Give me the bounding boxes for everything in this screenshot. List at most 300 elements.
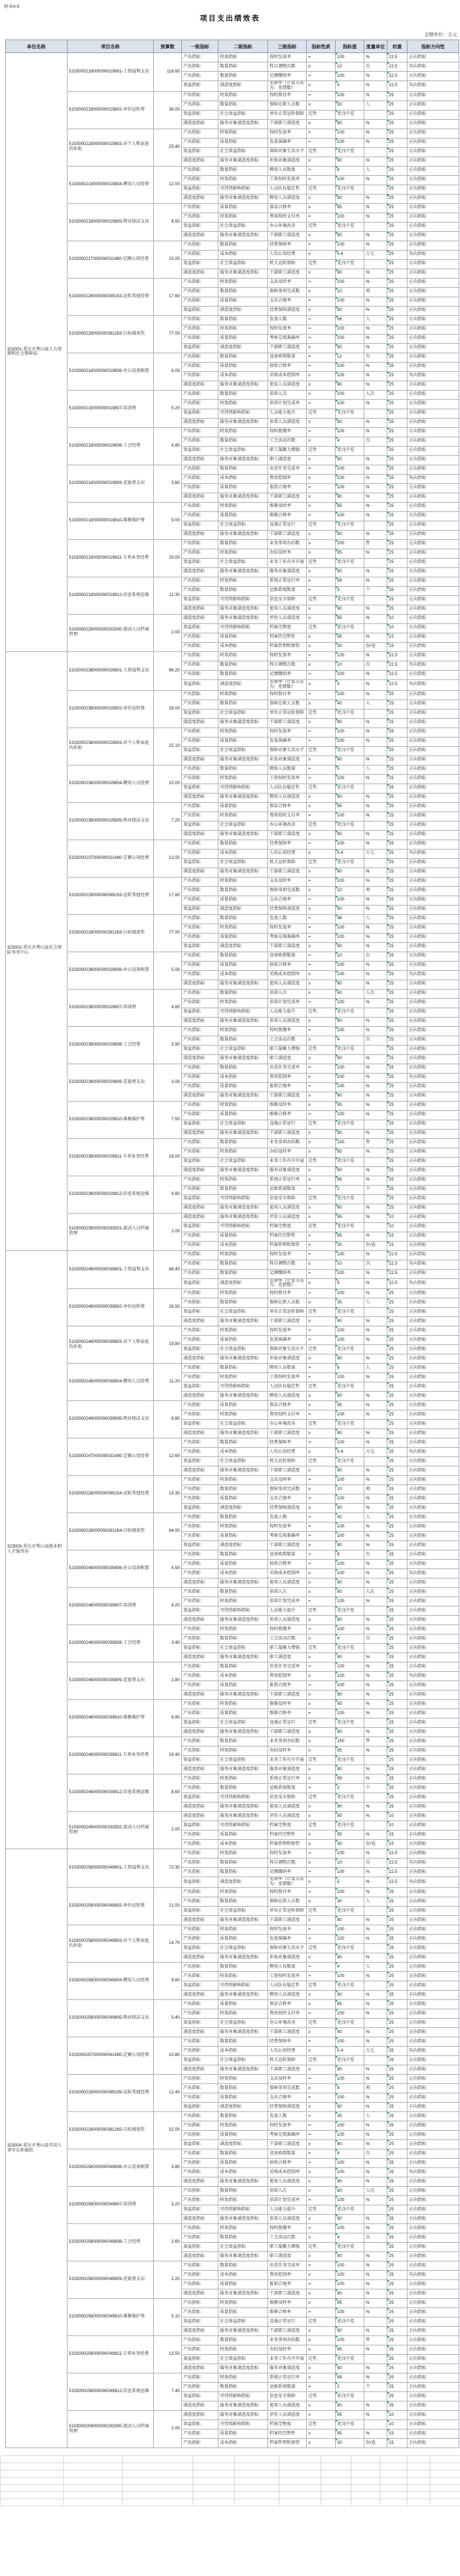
l2-indicator-cell: 质量指标 xyxy=(218,1935,268,1944)
unit-of-measure-cell: % xyxy=(364,755,387,765)
l1-indicator-cell: 满意度指标 xyxy=(182,493,218,502)
unit-of-measure-cell xyxy=(364,521,387,530)
indicator-nature-cell: ≥ xyxy=(307,1916,336,1925)
l2-indicator-cell: 服务对象满意度指标 xyxy=(218,530,268,539)
l2-indicator-cell: 服务对象满意度指标 xyxy=(218,119,268,129)
unit-of-measure-cell: % xyxy=(364,877,387,886)
l2-indicator-cell: 服务对象满意度指标 xyxy=(218,2401,268,2411)
indicator-nature-cell: ≥ xyxy=(307,1831,336,1840)
l3-indicator-cell: 出差任务完成率 xyxy=(268,465,307,474)
l3-indicator-cell: 人员能力提升 xyxy=(268,409,307,418)
weight-cell: 25 xyxy=(387,1364,408,1373)
indicator-nature-cell: ≥ xyxy=(307,567,336,577)
l2-indicator-cell: 服务对象满意度指标 xyxy=(218,194,268,203)
l3-indicator-cell: 机关运转保障 xyxy=(268,1457,307,1466)
weight-cell: 10 xyxy=(387,1821,408,1831)
indicator-nature-cell: 定性 xyxy=(307,185,336,194)
project-name-cell: 5103000228000000381263-目标绩效奖 xyxy=(68,914,154,952)
direction-cell: 正向指标 xyxy=(408,961,459,970)
l2-indicator-cell: 满意度指标 xyxy=(218,1278,268,1289)
l1-indicator-cell: 产出指标 xyxy=(182,1326,218,1336)
l3-indicator-cell: 出差任务完成率 xyxy=(268,1064,307,1073)
l3-indicator-cell: 运维系统数量 xyxy=(268,2383,307,2392)
l1-indicator-cell: 产出指标 xyxy=(182,287,218,297)
indicator-value-cell: 优良中差 xyxy=(336,821,364,830)
unit-of-measure-cell xyxy=(364,2019,387,2028)
direction-cell: 正向指标 xyxy=(408,1176,459,1185)
indicator-value-cell: 100 xyxy=(336,670,364,679)
weight-cell: 25 xyxy=(387,2056,408,2065)
weight-cell: 25 xyxy=(387,952,408,961)
l3-indicator-cell: 办公环境改善 xyxy=(268,1420,307,1429)
direction-cell: 正向指标 xyxy=(408,989,459,998)
direction-cell: 正向指标 xyxy=(408,2037,459,2047)
indicator-value-cell: 100 xyxy=(336,2168,364,2177)
direction-cell: 正向指标 xyxy=(408,2196,459,2205)
unit-of-measure-cell: % xyxy=(364,2009,387,2019)
l2-indicator-cell: 服务对象满意度指标 xyxy=(218,2327,268,2336)
l1-indicator-cell: 满意度指标 xyxy=(182,119,218,129)
l3-indicator-cell: 使用人员满意度 xyxy=(268,980,307,989)
unit-of-measure-cell: % xyxy=(364,1017,387,1026)
l3-indicator-cell: 使用人员满意度 xyxy=(268,2401,307,2411)
weight-cell: 25 xyxy=(387,1888,408,1897)
unit-of-measure-cell: 人 xyxy=(364,1897,387,1907)
direction-cell: 正向指标 xyxy=(408,2019,459,2028)
l3-indicator-cell: 培训人次 xyxy=(268,2187,307,2196)
weight-cell: 25 xyxy=(387,1298,408,1308)
l3-indicator-cell: 业务工作有序开展 xyxy=(268,1157,307,1166)
l2-indicator-cell: 时效指标 xyxy=(218,2299,268,2308)
l2-indicator-cell: 质量指标 xyxy=(218,203,268,213)
appendix-label: 附表4-9 xyxy=(4,5,19,9)
l3-indicator-cell: 经费保障率 xyxy=(268,2037,307,2047)
weight-cell: 25 xyxy=(387,980,408,989)
l2-indicator-cell: 质量指标 xyxy=(218,896,268,905)
indicator-row xyxy=(6,989,459,998)
indicator-value-cell: 4 xyxy=(336,1635,364,1644)
direction-cell: 正向指标 xyxy=(408,709,459,718)
weight-cell: 25 xyxy=(387,194,408,203)
l3-indicator-cell: 办公环境改善 xyxy=(268,821,307,830)
indicator-nature-cell: 定性 xyxy=(307,1457,336,1466)
weight-cell: 25 xyxy=(387,409,408,418)
empty-cell xyxy=(431,2485,460,2492)
l3-indicator-cell: 工资按时发放率 xyxy=(268,1972,307,1981)
indicator-nature-cell: = xyxy=(307,166,336,175)
indicator-value-cell: 100 xyxy=(336,2131,364,2140)
l1-indicator-cell: 产出指标 xyxy=(182,1269,218,1278)
l3-indicator-cell: 费用控制率 xyxy=(268,1672,307,1681)
l3-indicator-cell: 支出合规率 xyxy=(268,896,307,905)
l2-indicator-cell: 可持续影响指标 xyxy=(218,409,268,418)
unit-of-measure-cell: 项 xyxy=(364,287,387,297)
l3-indicator-cell: 支出及时率 xyxy=(268,278,307,287)
unit-of-measure-cell: % xyxy=(364,1110,387,1120)
l1-indicator-cell: 产出指标 xyxy=(182,2037,218,2047)
unit-of-measure-cell: % xyxy=(364,1148,387,1157)
indicator-nature-cell: ≥ xyxy=(307,793,336,802)
direction-cell: 负向指标 xyxy=(408,970,459,980)
l2-indicator-cell: 质量指标 xyxy=(218,2000,268,2009)
project-name-cell: 5103000228000000089155-运转其他经费 xyxy=(68,2075,154,2112)
direction-cell: 正向指标 xyxy=(408,1700,459,1709)
l3-indicator-cell: 系统正常运行率 xyxy=(268,1176,307,1185)
l1-indicator-cell: 满意度指标 xyxy=(182,2252,218,2261)
direction-cell: 正向指标 xyxy=(408,1991,459,2000)
indicator-nature-cell: 定性 xyxy=(307,746,336,755)
l3-indicator-cell: 经费保障满意度 xyxy=(268,306,307,315)
l1-indicator-cell: 效益指标 xyxy=(182,821,218,830)
l1-indicator-cell: 效益指标 xyxy=(182,1981,218,1991)
l1-indicator-cell: 满意度指标 xyxy=(182,530,218,539)
indicator-nature-cell: = xyxy=(307,1438,336,1448)
indicator-value-cell: 90 xyxy=(336,1916,364,1925)
indicator-nature-cell: ≥ xyxy=(307,549,336,558)
l1-indicator-cell: 满意度指标 xyxy=(182,1213,218,1222)
empty-cell xyxy=(431,2470,460,2478)
l2-indicator-cell: 数量指标 xyxy=(218,886,268,896)
indicator-nature-cell: = xyxy=(307,2280,336,2289)
indicator-value-cell: 90 xyxy=(336,755,364,765)
indicator-value-cell: 优良中差 xyxy=(336,1457,364,1466)
weight-cell: 25 xyxy=(387,287,408,297)
l2-indicator-cell: 社会效益指标 xyxy=(218,2317,268,2327)
weight-cell: 25 xyxy=(387,755,408,765)
l3-indicator-cell: 系统正常运行率 xyxy=(268,577,307,586)
l2-indicator-cell: 时效指标 xyxy=(218,2075,268,2084)
direction-cell: 正向指标 xyxy=(408,2056,459,2065)
indicator-nature-cell: 定性 xyxy=(307,147,336,157)
direction-cell: 负向指标 xyxy=(408,474,459,483)
direction-cell: 正向指标 xyxy=(408,2280,459,2289)
weight-cell: 25 xyxy=(387,2299,408,2308)
l1-indicator-cell: 效益指标 xyxy=(182,784,218,793)
l3-indicator-cell: 办结及时率 xyxy=(268,549,307,558)
indicator-nature-cell: ≥ xyxy=(307,194,336,203)
indicator-value-cell: 100 xyxy=(336,727,364,737)
weight-cell: 25 xyxy=(387,1185,408,1194)
weight-cell: 25 xyxy=(387,1110,408,1120)
l3-indicator-cell: 保洁合格率 xyxy=(268,1401,307,1410)
budget-cell: 3.90 xyxy=(154,1026,182,1064)
direction-cell: 正向指标 xyxy=(408,774,459,784)
l2-indicator-cell: 数量指标 xyxy=(218,1185,268,1194)
budget-cell: 96.20 xyxy=(154,651,182,690)
indicator-value-cell: 优良中差 xyxy=(336,595,364,605)
unit-of-measure-cell: % xyxy=(364,1269,387,1278)
l2-indicator-cell: 成本指标 xyxy=(218,2439,268,2448)
l2-indicator-cell: 数量指标 xyxy=(218,353,268,362)
indicator-value-cell: 100 xyxy=(336,2093,364,2103)
l1-indicator-cell: 效益指标 xyxy=(182,1821,218,1831)
indicator-value-cell: 优良中差 xyxy=(336,1345,364,1354)
unit-of-measure-cell xyxy=(364,1045,387,1054)
l2-indicator-cell: 可持续影响指标 xyxy=(218,784,268,793)
indicator-nature-cell: = xyxy=(307,2159,336,2168)
indicator-nature-cell: ≥ xyxy=(307,1747,336,1756)
direction-cell: 正向指标 xyxy=(408,1457,459,1466)
l2-indicator-cell: 时效指标 xyxy=(218,1373,268,1382)
unit-of-measure-cell: % xyxy=(364,2140,387,2149)
l2-indicator-cell: 质量指标 xyxy=(218,2131,268,2140)
project-name-cell: 5103000238000000029808-工会经费 xyxy=(68,1026,154,1064)
indicator-nature-cell: ≥ xyxy=(307,868,336,877)
weight-cell: 25 xyxy=(387,1392,408,1401)
indicator-value-cell: 90 xyxy=(336,980,364,989)
direction-cell: 正向指标 xyxy=(408,1494,459,1504)
indicator-value-cell: 100 xyxy=(336,1663,364,1672)
col-header-权重: 权重 xyxy=(387,40,408,53)
weight-cell: 25 xyxy=(387,765,408,774)
unit-of-measure-cell: % xyxy=(364,651,387,661)
unit-of-measure-cell: % xyxy=(364,129,387,138)
l2-indicator-cell: 质量指标 xyxy=(218,2308,268,2317)
direction-cell: 正向指标 xyxy=(408,586,459,595)
unit-of-measure-cell: % xyxy=(364,269,387,278)
budget-cell: 26.50 xyxy=(154,1289,182,1326)
indicator-nature-cell: ≥ xyxy=(307,539,336,549)
l1-indicator-cell: 效益指标 xyxy=(182,1045,218,1054)
indicator-row xyxy=(6,1176,459,1185)
l3-indicator-cell: 出差任务完成率 xyxy=(268,1663,307,1672)
indicator-nature-cell: = xyxy=(307,1625,336,1635)
direction-cell: 正向指标 xyxy=(408,455,459,465)
indicator-value-cell: 优良中差 xyxy=(336,558,364,567)
l2-indicator-cell: 质量指标 xyxy=(218,138,268,147)
l3-indicator-cell: 干部职工满意度 xyxy=(268,343,307,353)
direction-cell: 正向指标 xyxy=(408,793,459,802)
empty-cell xyxy=(123,2492,193,2499)
indicator-nature-cell: = xyxy=(307,1935,336,1944)
indicator-value-cell: 优良中差 xyxy=(336,1944,364,1953)
l3-indicator-cell: 干部职工满意度 xyxy=(268,2140,307,2149)
project-name-cell: 5103000258000000049803-对个人和家庭的补助 xyxy=(68,1925,154,1963)
l3-indicator-cell: 运维系统数量 xyxy=(268,1185,307,1194)
direction-cell: 正向指标 xyxy=(408,231,459,241)
direction-cell: 正向指标 xyxy=(408,1194,459,1204)
l3-indicator-cell: 人均公用经费 xyxy=(268,849,307,858)
project-name-cell: 5103000218000000019808-工会经费 xyxy=(68,427,154,465)
weight-cell: 25 xyxy=(387,699,408,709)
direction-cell: 正向指标 xyxy=(408,343,459,353)
l2-indicator-cell: 服务对象满意度指标 xyxy=(218,1765,268,1775)
unit-of-measure-cell: 次 xyxy=(364,1859,387,1868)
l1-indicator-cell: 效益指标 xyxy=(182,1541,218,1550)
unit-of-measure-cell: % xyxy=(364,1831,387,1840)
direction-cell: 正向指标 xyxy=(408,1110,459,1120)
direction-cell: 正向指标 xyxy=(408,577,459,586)
indicator-value-cell: 90 xyxy=(336,1728,364,1737)
l2-indicator-cell: 服务对象满意度指标 xyxy=(218,718,268,727)
indicator-value-cell: 优良中差 xyxy=(336,2019,364,2028)
weight-cell: 25 xyxy=(387,390,408,399)
direction-cell: 负向指标 xyxy=(408,1448,459,1457)
weight-cell: 25 xyxy=(387,539,408,549)
direction-cell: 正向指标 xyxy=(408,1101,459,1110)
indicator-row xyxy=(6,802,459,812)
l1-indicator-cell: 产出指标 xyxy=(182,737,218,746)
unit-of-measure-cell: % xyxy=(364,418,387,427)
empty-cell xyxy=(321,2492,351,2499)
unit-of-measure-cell: % xyxy=(364,474,387,483)
l1-indicator-cell: 效益指标 xyxy=(182,1719,218,1728)
unit-of-measure-cell xyxy=(364,2392,387,2401)
unit-of-measure-cell: % xyxy=(364,1410,387,1420)
indicator-nature-cell: ≥ xyxy=(307,119,336,129)
weight-cell: 25 xyxy=(387,371,408,381)
l3-indicator-cell: 干部职工满意度 xyxy=(268,2065,307,2075)
weight-cell: 25 xyxy=(387,1157,408,1166)
indicator-nature-cell: = xyxy=(307,1250,336,1260)
budget-cell: 52.00 xyxy=(154,2112,182,2149)
weight-cell: 25 xyxy=(387,1775,408,1784)
l2-indicator-cell: 数量指标 xyxy=(218,287,268,297)
indicator-value-cell: 100 xyxy=(336,427,364,437)
l1-indicator-cell: 效益指标 xyxy=(182,1944,218,1953)
weight-cell: 25 xyxy=(387,2271,408,2280)
l1-indicator-cell: 满意度指标 xyxy=(182,1765,218,1775)
col-header-预算数: 预算数 xyxy=(154,40,182,53)
direction-cell: 正向指标 xyxy=(408,399,459,409)
weight-cell: 25 xyxy=(387,502,408,511)
indicator-value-cell: 90 xyxy=(336,231,364,241)
indicator-value-cell: 优良中差 xyxy=(336,1719,364,1728)
direction-cell: 正向指标 xyxy=(408,203,459,213)
l3-indicator-cell: 干部职工满意度 xyxy=(268,530,307,539)
l1-indicator-cell: 满意度指标 xyxy=(182,2028,218,2037)
l2-indicator-cell: 质量指标 xyxy=(218,633,268,642)
indicator-nature-cell: = xyxy=(307,961,336,970)
empty-cell xyxy=(123,2499,193,2506)
indicator-row xyxy=(6,203,459,213)
l3-indicator-cell: 干部职工满意度 xyxy=(268,1129,307,1138)
project-name-cell: 5103000258000000049801-工资福利支出 xyxy=(68,1849,154,1888)
indicator-value-cell: 100 xyxy=(336,1373,364,1382)
unit-of-measure-cell: % xyxy=(364,1916,387,1925)
l2-indicator-cell: 可持续影响指标 xyxy=(218,623,268,633)
l1-indicator-cell: 产出指标 xyxy=(182,914,218,924)
indicator-row xyxy=(6,2037,459,2047)
empty-cell xyxy=(380,2478,408,2485)
l1-indicator-cell: 产出指标 xyxy=(182,1569,218,1578)
l1-indicator-cell: 产出指标 xyxy=(182,1138,218,1148)
direction-cell: 负向指标 xyxy=(408,1877,459,1888)
direction-cell: 正向指标 xyxy=(408,483,459,493)
l1-indicator-cell: 产出指标 xyxy=(182,1859,218,1868)
unit-of-measure-cell: % xyxy=(364,427,387,437)
direction-cell: 正向指标 xyxy=(408,2252,459,2261)
indicator-nature-cell: = xyxy=(307,427,336,437)
budget-cell: 77.00 xyxy=(154,315,182,353)
l1-indicator-cell: 效益指标 xyxy=(182,2317,218,2327)
l3-indicator-cell: 验收合格率 xyxy=(268,2159,307,2168)
l2-indicator-cell: 社会效益指标 xyxy=(218,110,268,119)
indicator-value-cell: 95 xyxy=(336,2000,364,2009)
indicator-value-cell: 95 xyxy=(336,1232,364,1241)
weight-cell: 25 xyxy=(387,1663,408,1672)
l3-indicator-cell: 按时拨付率 xyxy=(268,1289,307,1298)
l1-indicator-cell: 产出指标 xyxy=(182,1036,218,1045)
l3-indicator-cell: 保障在职人员数 xyxy=(268,101,307,110)
weight-cell: 25 xyxy=(387,2252,408,2261)
direction-cell: 正向指标 xyxy=(408,1138,459,1148)
l3-indicator-cell: 支出及时率 xyxy=(268,1476,307,1485)
empty-cell xyxy=(431,2463,460,2470)
l3-indicator-cell: 职工满意度 xyxy=(268,1653,307,1663)
l1-indicator-cell: 效益指标 xyxy=(182,147,218,157)
project-name-cell: 5103000259000000333300-流动人员档案管理 xyxy=(68,2411,154,2448)
l3-indicator-cell: 经费保障率 xyxy=(268,840,307,849)
l2-indicator-cell: 时效指标 xyxy=(218,924,268,933)
unit-of-measure-cell: % xyxy=(364,2103,387,2112)
indicator-nature-cell: ≥ xyxy=(307,755,336,765)
unit-of-measure-cell: 次 xyxy=(364,1635,387,1644)
weight-cell: 25 xyxy=(387,1588,408,1597)
unit-name-cell: 323001-重庆市秀山县人力资源和社会保障局 xyxy=(6,53,68,652)
l3-indicator-cell: 办结及时率 xyxy=(268,1747,307,1756)
weight-cell: 25 xyxy=(387,2345,408,2355)
empty-cell xyxy=(408,2485,431,2492)
empty-cell xyxy=(123,2470,193,2478)
weight-cell: 25 xyxy=(387,2028,408,2037)
direction-cell: 负向指标 xyxy=(408,1260,459,1269)
l2-indicator-cell: 社会效益指标 xyxy=(218,1644,268,1653)
indicator-nature-cell: ≥ xyxy=(307,1317,336,1326)
unit-of-measure-cell: % xyxy=(364,868,387,877)
unit-of-measure-cell: % xyxy=(364,1336,387,1345)
l1-indicator-cell: 效益指标 xyxy=(182,1308,218,1317)
l3-indicator-cell: 按时拨缴率 xyxy=(268,2224,307,2233)
l1-indicator-cell: 产出指标 xyxy=(182,1410,218,1420)
l1-indicator-cell: 满意度指标 xyxy=(182,455,218,465)
budget-cell: 5.10 xyxy=(154,2299,182,2336)
l2-indicator-cell: 社会效益指标 xyxy=(218,1907,268,1916)
l1-indicator-cell: 产出指标 xyxy=(182,2121,218,2131)
weight-cell: 25 xyxy=(387,1560,408,1569)
unit-of-measure-cell: % xyxy=(364,1204,387,1213)
l3-indicator-cell: 系统正常运行率 xyxy=(268,2373,307,2383)
unit-of-measure-cell: 个 xyxy=(364,586,387,595)
indicator-nature-cell: ≥ xyxy=(307,1054,336,1064)
l1-indicator-cell: 产出指标 xyxy=(182,2383,218,2392)
indicator-value-cell: 优良中差 xyxy=(336,147,364,157)
indicator-value-cell: 90 xyxy=(336,942,364,952)
indicator-value-cell: 4 xyxy=(336,1963,364,1972)
l1-indicator-cell: 效益指标 xyxy=(182,1606,218,1616)
l3-indicator-cell: 足额缴纳率 xyxy=(268,670,307,679)
weight-cell: 25 xyxy=(387,896,408,905)
unit-of-measure-cell: % xyxy=(364,2308,387,2317)
unit-of-measure-cell: % xyxy=(364,1597,387,1606)
unit-of-measure-cell: 人 xyxy=(364,1963,387,1972)
l2-indicator-cell: 满意度指标 xyxy=(218,81,268,92)
indicator-row xyxy=(6,1138,459,1148)
direction-cell: 正向指标 xyxy=(408,2345,459,2355)
weight-cell: 25 xyxy=(387,840,408,849)
indicator-row xyxy=(6,2373,459,2383)
project-name-cell: 5103000248000000039802-单位运转费 xyxy=(68,1289,154,1326)
empty-cell xyxy=(64,2492,123,2499)
indicator-nature-cell: ≤ xyxy=(307,371,336,381)
indicator-nature-cell: ≥ xyxy=(307,642,336,651)
l3-indicator-cell: 科目调整次数 xyxy=(268,1859,307,1868)
direction-cell: 正向指标 xyxy=(408,101,459,110)
indicator-value-cell: 优良中差 xyxy=(336,1194,364,1204)
unit-of-measure-cell: % xyxy=(364,72,387,81)
l3-indicator-cell: 科目调整次数 xyxy=(268,1260,307,1269)
unit-of-measure-cell xyxy=(364,1907,387,1916)
